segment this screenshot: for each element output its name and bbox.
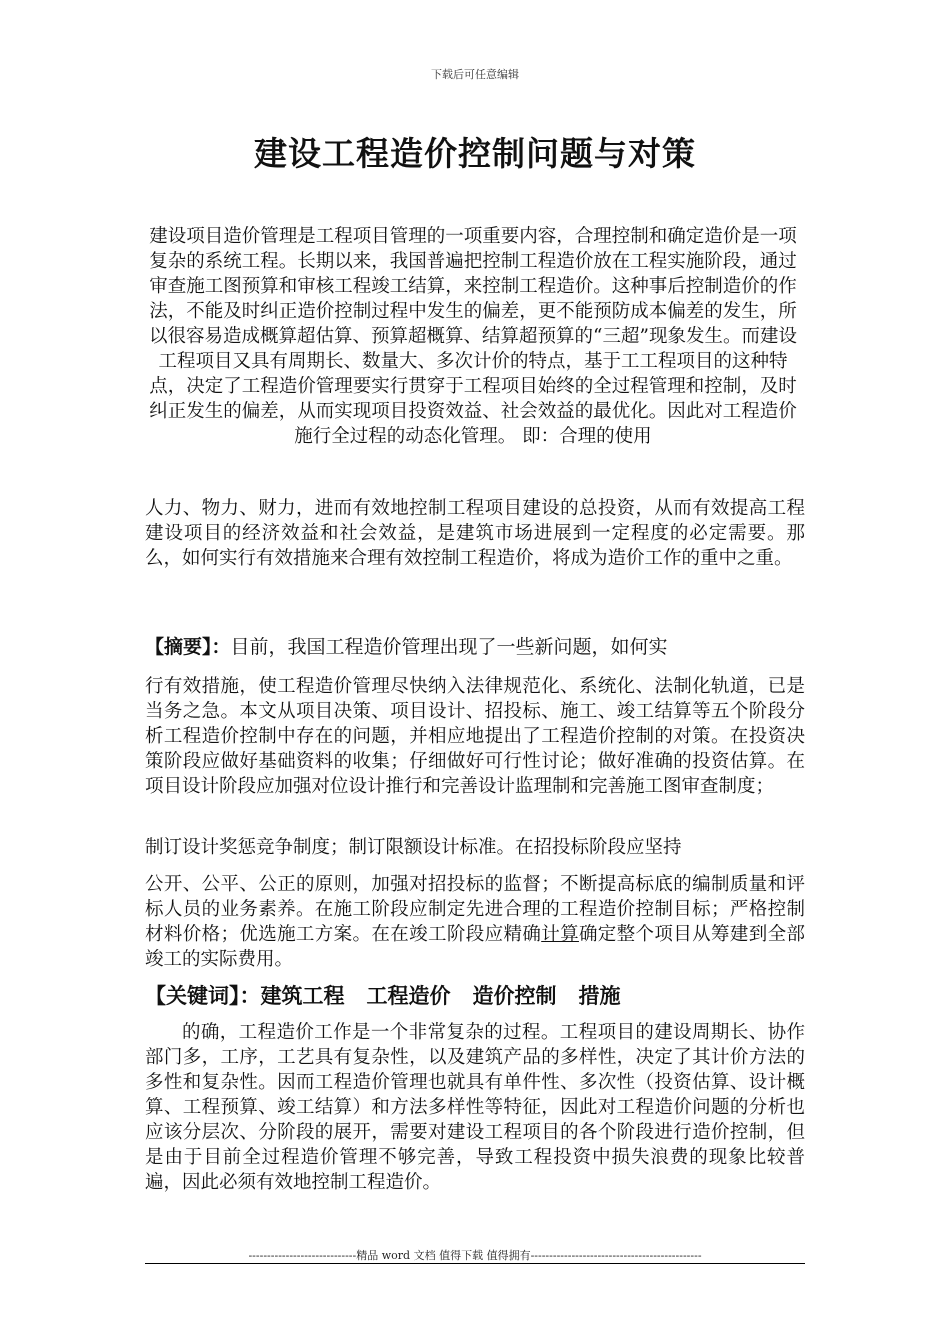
abstract-label: 【摘要】 <box>145 636 212 658</box>
keyword-item: 造价控制 <box>472 983 557 1008</box>
footer-divider <box>145 1263 805 1264</box>
intro-paragraph <box>145 224 801 449</box>
abstract-heading-line <box>145 632 805 662</box>
footer-note: -----------------------------精品 word 文档 值得下载 值得拥有---------------------------------------------- <box>248 1249 702 1262</box>
intro-continuation: 人力、物力、财力，进而有效地控制工程项目建设的总投资，从而有效提高工程建设项目的经济效益和社会效益，是建筑市场进展到一定程度的必定需要。那么，如何实行有效措施来合理有效控制工程造价，将成为造价工作的重中之重。 <box>145 498 805 569</box>
keywords-line <box>145 982 805 1010</box>
keywords-label: 【关键词】： <box>145 983 261 1008</box>
abstract-text-pre: 公开、公平、公正的原则，加强对招投标的监督；不断提高标底的编制质量和评标人员的业务素养。在施工阶段应制定先进合理的工程造价控制目标；严格控制材料价格；优选施工方案。在在竣工阶段应精确 <box>145 874 805 945</box>
page-title: 建设工程造价控制问题与对策 <box>254 134 696 173</box>
header-note: 下载后可任意编辑 <box>431 68 519 81</box>
abstract-text-post: 确定整个项目从筹建到全部竣工的实际费用。 <box>145 924 805 970</box>
keyword-item: 工程造价 <box>366 983 451 1008</box>
abstract-lead: 目前，我国工程造价管理出现了一些新问题，如何实 <box>230 636 668 658</box>
abstract-colon: ： <box>211 636 231 658</box>
keyword-item: 建筑工程 <box>260 983 345 1008</box>
abstract-body-end <box>145 872 805 972</box>
calculate-link[interactable]: 计算 <box>541 924 579 945</box>
body-paragraph: 的确，工程造价工作是一个非常复杂的过程。工程项目的建设周期长、协作部门多，工序，工艺具有复杂性，以及建筑产品的多样性，决定了其计价方法的多性和复杂性。因而工程造价管理也就具有单件性、多次性（投资估算、设计概算、工程预算、竣工结算）和方法多样性等特征，因此对工程造价问题的分析也应该分层次、分阶段的展开，需要对建设工程项目的各个阶段进行造价控制，但是由于目前全过程造价管理不够完善，导致工程投资中损失浪费的现象比较普遍，因此必须有效地控制工程造价。 <box>145 1022 805 1193</box>
abstract-body-line: 制订设计奖惩竞争制度；制订限额设计标准。在招投标阶段应坚持 <box>145 837 682 858</box>
intro-text: 建设项目造价管理是工程项目管理的一项重要内容，合理控制和确定造价是一项复杂的系统工程。长期以来，我国普遍把控制工程造价放在工程实施阶段，通过审查施工图预算和审核工程竣工结算，来控制工程造价。这种事后控制造价的作法，不能及时纠正造价控制过程中发生的偏差，更不能预防成本偏差的发生，所以很容易造成概算超估算、预算超概算、结算超预算的“三超”现象发生。而建设工程项目又具有周期长、数量大、多次计价的特点，基于工工程项目的这种特点，决定了工程造价管理要实行贯穿于工程项目始终的全过程管理和控制，及时纠正发生的偏差，从而实现项目投资效益、社会效益的最优化。因此对工程造价施行全过程的动态化管理。 即：合理的使用 <box>149 226 797 447</box>
abstract-body: 行有效措施，使工程造价管理尽快纳入法律规范化、系统化、法制化轨道，已是当务之急。本文从项目决策、项目设计、招投标、施工、竣工结算等五个阶段分析工程造价控制中存在的问题，并相应地提出了工程造价控制的对策。在投资决策阶段应做好基础资料的收集；仔细做好可行性讨论；做好准确的投资估算。在项目设计阶段应加强对位设计推行和完善设计监理制和完善施工图审查制度； <box>145 676 805 797</box>
keyword-item: 措施 <box>578 983 621 1008</box>
